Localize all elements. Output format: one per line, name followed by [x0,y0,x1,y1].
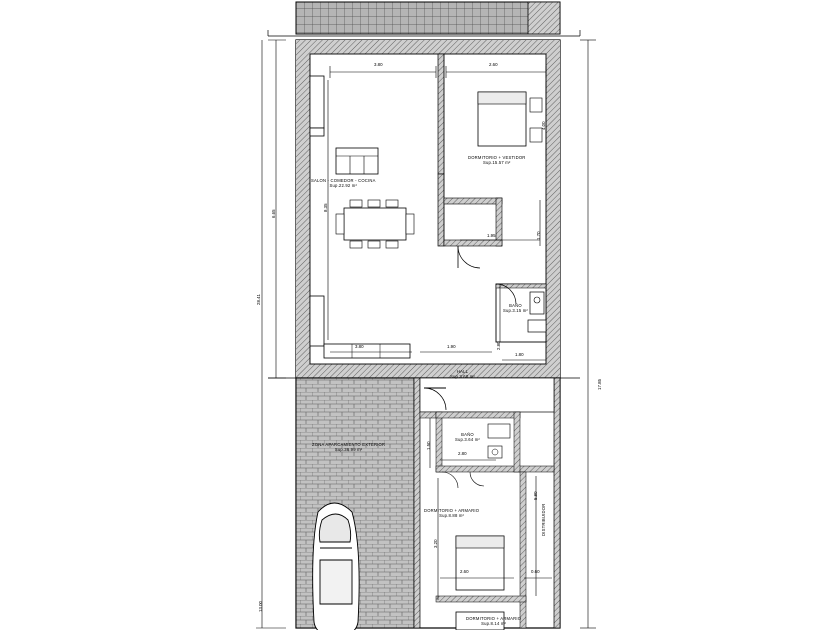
dim-h-6: 2.80 [458,451,467,456]
room-label-bano-2 [455,432,480,443]
room-area: Sup.36.99 m² [334,447,363,453]
room-name: HALL [456,369,469,374]
dim-h-4: 1.90 [447,344,456,349]
room-label-bano-1 [503,303,528,314]
room-label-hall [450,369,475,380]
dim-v-7: 2.80 [496,341,501,350]
dim-v-2: 13.00 [258,601,263,612]
dim-v-6: 1.70 [536,231,541,240]
dim-h-0: 3.80 [374,62,383,67]
dim-v-4: 8.35 [323,203,328,212]
room-area: Sup.3.15 m² [503,308,529,314]
room-area: Sup.3.60 m² [450,374,476,380]
room-name: SALON - COMEDOR - COCINA [311,178,376,183]
room-area: Sup.3.64 m² [455,437,481,443]
dim-v-8: 1.50 [426,441,431,450]
dim-h-1: 2.60 [489,62,498,67]
room-name: ZONA APARCAMIENTO EXTERIOR [312,442,386,447]
dim-v-0: 28.41 [256,294,261,305]
dim-h-5: 1.80 [515,352,524,357]
room-label-dormitorio-armario-2 [466,616,521,627]
dim-h-7: 2.60 [460,569,469,574]
dim-v-5: 4.00 [541,121,546,130]
room-name: DORMITORIO + ARMARIO [424,508,480,513]
dim-v-9: 3.20 [433,539,438,548]
room-name: DISTRIBUIDOR [541,503,546,536]
room-name: DORMITORIO + VESTIDOR [468,155,526,160]
room-area: Sup.15.57 m² [482,160,511,166]
dim-h-8: 0.60 [531,569,540,574]
room-area: Sup.8.88 m² [439,513,465,519]
dim-v-3: 17.85 [597,379,602,390]
room-label-zona-aparcamiento [312,442,385,453]
room-area: Sup.8.14 m² [481,621,507,627]
room-area: Sup.22.92 m² [329,183,358,189]
room-label-dormitorio-vestidor [468,155,526,166]
dim-h-3: 3.80 [355,344,364,349]
dim-v-10: 5.80 [533,491,538,500]
dim-v-1: 6.65 [271,209,276,218]
room-name: DORMITORIO + ARMARIO [466,616,522,621]
room-name: BAÑO [509,303,522,308]
room-name: BAÑO [461,432,474,437]
room-label-salon [311,178,376,189]
room-label-distribuidor [541,504,546,536]
room-label-dormitorio-armario-1 [424,508,479,519]
dim-h-2: 1.95 [487,233,496,238]
